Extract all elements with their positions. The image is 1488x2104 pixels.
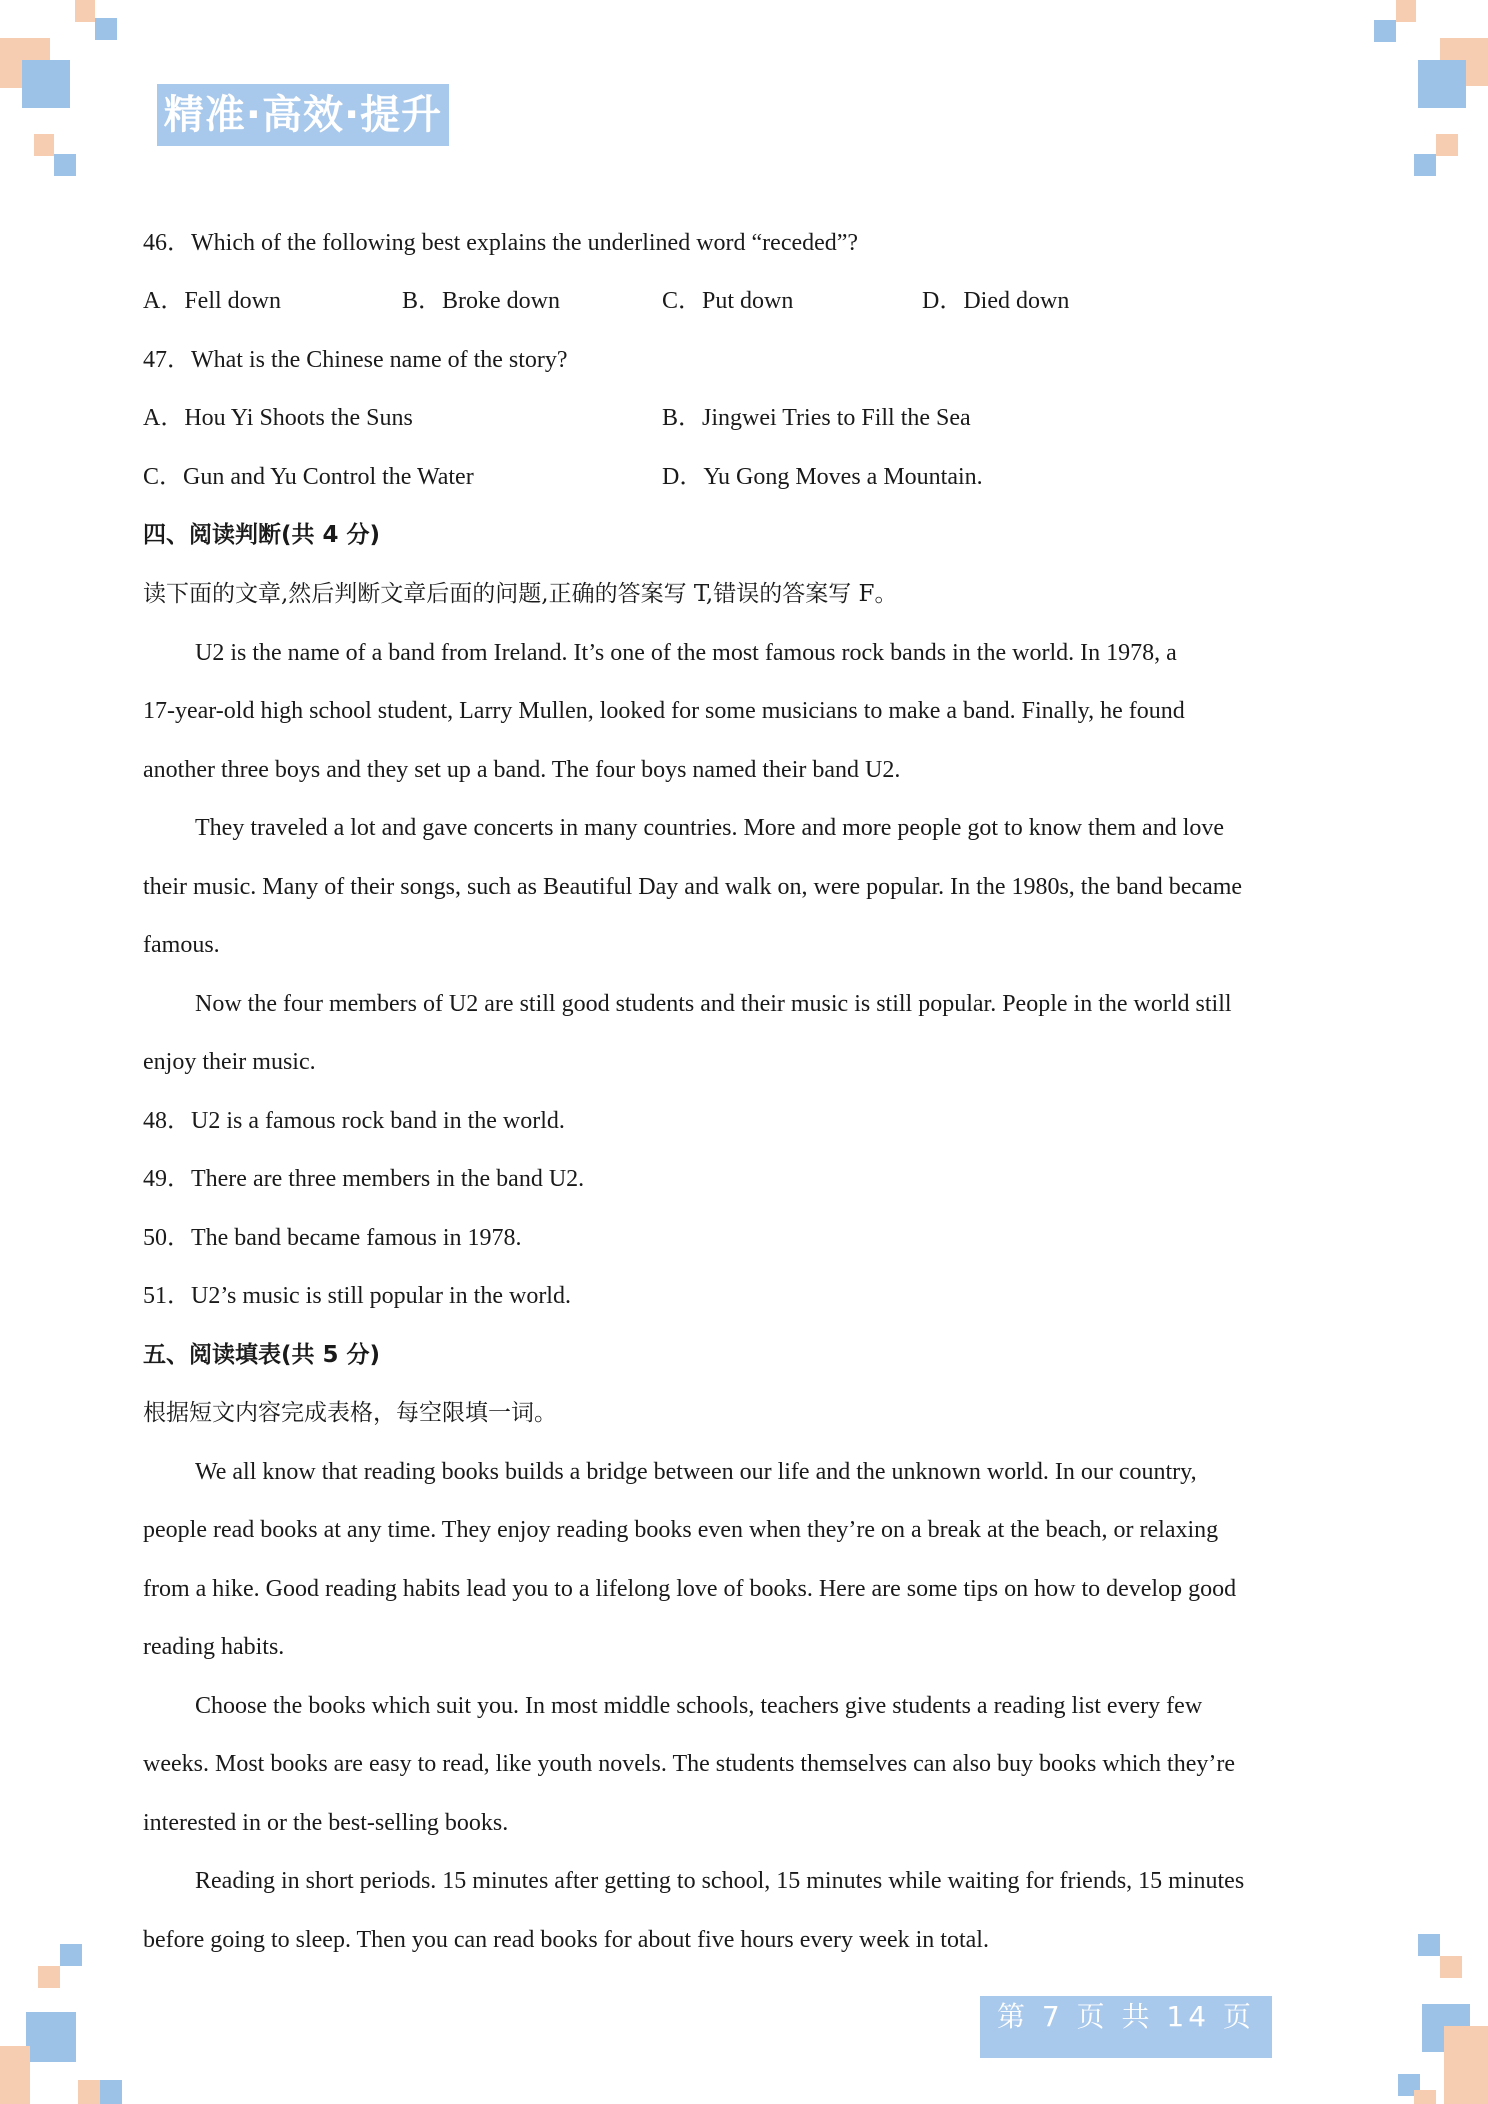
option-d: D．Yu Gong Moves a Mountain. (662, 464, 983, 490)
corner-decoration (1444, 2026, 1488, 2104)
question-47-options-row1 (143, 401, 1353, 435)
passage-line: 17-year-old high school student, Larry Mullen, looked for some musicians to make a band. Finally, he found (143, 698, 1185, 724)
passage-line: weeks. Most books are easy to read, like youth novels. The students themselves can also buy books which they’re (143, 1751, 1235, 1777)
corner-decoration (1436, 134, 1458, 156)
passage-line: another three boys and they set up a band. The four boys named their band U2. (143, 757, 901, 783)
passage-line: Reading in short periods. 15 minutes after getting to school, 15 minutes while waiting for friends, 15 minutes (195, 1868, 1245, 1894)
passage-line: U2 is the name of a band from Ireland. It’s one of the most famous rock bands in the world. In 1978, a (195, 640, 1177, 666)
corner-decoration (1396, 0, 1416, 22)
corner-decoration (1440, 1956, 1462, 1978)
section-4-title: 四、阅读判断(共 4 分) (143, 522, 381, 548)
option-a: A．Hou Yi Shoots the Suns (143, 405, 413, 431)
question-50: 50．The band became famous in 1978. (143, 1225, 522, 1251)
header-badge: 精准·高效·提升 (157, 84, 449, 146)
corner-decoration (78, 2080, 100, 2104)
question-47-options-row2 (143, 460, 1353, 494)
passage-line: people read books at any time. They enjoy reading books even when they’re on a break at the beach, or relaxing (143, 1517, 1219, 1543)
corner-decoration (0, 2046, 30, 2104)
passage-line: They traveled a lot and gave concerts in many countries. More and more people got to know them and love (195, 815, 1225, 841)
option-d: D．Died down (922, 288, 1070, 314)
section-5-title: 五、阅读填表(共 5 分) (143, 1342, 381, 1368)
corner-decoration (1414, 154, 1436, 176)
corner-decoration (95, 18, 117, 40)
corner-decoration (1414, 2090, 1436, 2104)
question-48: 48．U2 is a famous rock band in the world. (143, 1108, 565, 1134)
passage-line: from a hike. Good reading habits lead you to a lifelong love of books. Here are some tips on how to develop good (143, 1576, 1237, 1602)
passage-line: Choose the books which suit you. In most middle schools, teachers give students a reading list every few (195, 1693, 1203, 1719)
question-47-stem: 47．What is the Chinese name of the story? (143, 347, 568, 373)
question-46-options (143, 284, 1353, 318)
passage-line: famous. (143, 932, 220, 958)
question-49: 49．There are three members in the band U2. (143, 1166, 585, 1192)
passage-line: their music. Many of their songs, such as Beautiful Day and walk on, were popular. In the 1980s, the band became (143, 874, 1243, 900)
corner-decoration (26, 2012, 76, 2062)
corner-decoration (34, 134, 54, 156)
passage-line: interested in or the best-selling books. (143, 1810, 509, 1836)
passage-line: Now the four members of U2 are still good students and their music is still popular. People in the world still (195, 991, 1232, 1017)
passage-line: before going to sleep. Then you can read books for about five hours every week in total. (143, 1927, 989, 1953)
corner-decoration (38, 1966, 60, 1988)
corner-decoration (100, 2080, 122, 2104)
corner-decoration (1374, 20, 1396, 42)
passage-line: reading habits. (143, 1634, 285, 1660)
option-b: B．Broke down (402, 288, 560, 314)
passage-line: We all know that reading books builds a bridge between our life and the unknown world. In our country, (195, 1459, 1197, 1485)
section-4-instruction: 读下面的文章,然后判断文章后面的问题,正确的答案写 T,错误的答案写 F。 (143, 581, 898, 607)
corner-decoration (54, 154, 76, 176)
corner-decoration (22, 60, 70, 108)
option-c: C．Put down (662, 288, 794, 314)
question-46-stem: 46．Which of the following best explains the underlined word “receded”? (143, 230, 859, 256)
option-a: A．Fell down (143, 288, 281, 314)
corner-decoration (1418, 1934, 1440, 1956)
question-51: 51．U2’s music is still popular in the world. (143, 1283, 571, 1309)
corner-decoration (1418, 60, 1466, 108)
corner-decoration (60, 1944, 82, 1966)
passage-line: enjoy their music. (143, 1049, 316, 1075)
section-5-instruction: 根据短文内容完成表格，每空限填一词。 (143, 1400, 557, 1426)
corner-decoration (75, 0, 95, 22)
option-c: C．Gun and Yu Control the Water (143, 464, 474, 490)
option-b: B．Jingwei Tries to Fill the Sea (662, 405, 971, 431)
page-number-footer: 第 7 页 共 14 页 (980, 1996, 1272, 2058)
